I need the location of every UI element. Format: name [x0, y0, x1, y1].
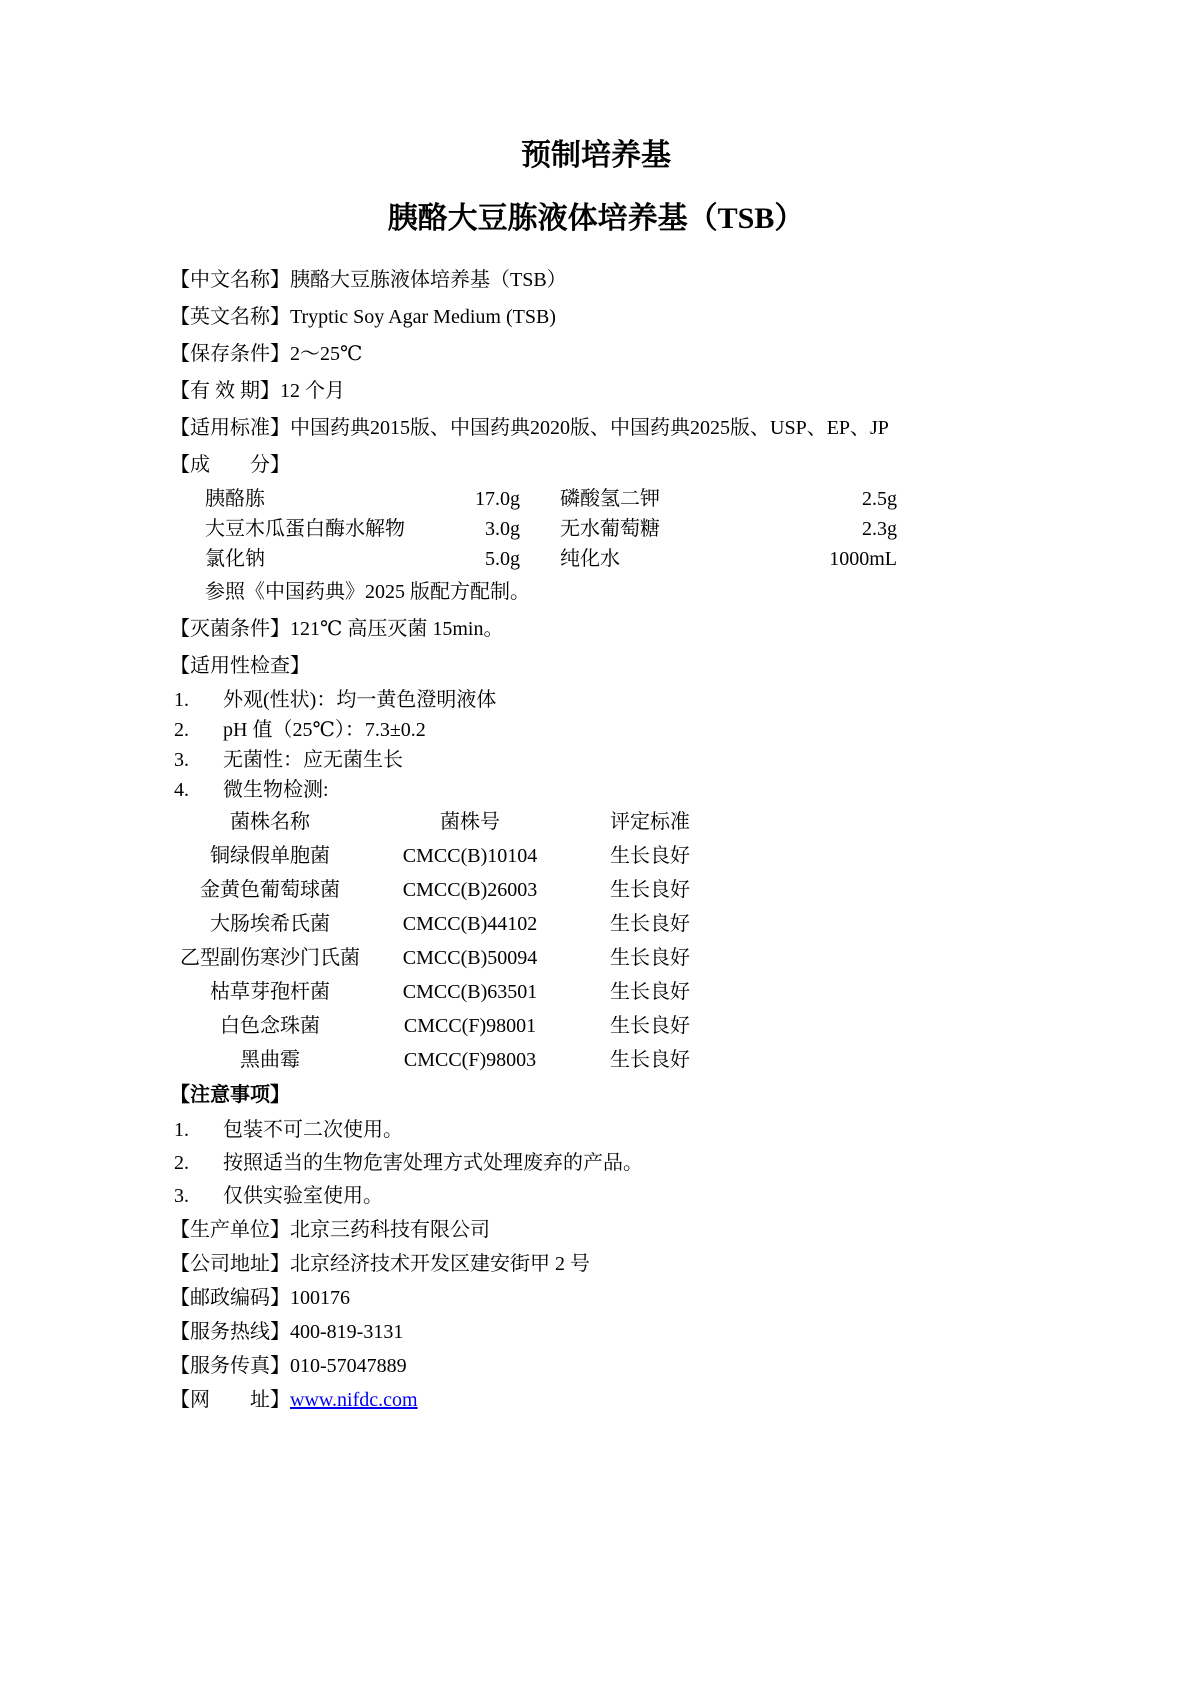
- website-link[interactable]: www.nifdc.com: [290, 1389, 418, 1411]
- field-applicable-standards: [170, 410, 1022, 447]
- suitability-item: [170, 745, 1022, 775]
- ingredient-name: 胰酪胨: [205, 488, 265, 510]
- strain-result: 生长良好: [610, 947, 690, 969]
- strain-id: CMCC(B)63501: [402, 981, 538, 1003]
- field-value: 121℃ 高压灭菌 15min。: [290, 618, 504, 640]
- ingredient-amount: 5.0g: [485, 548, 520, 570]
- field-value: Tryptic Soy Agar Medium (TSB): [290, 306, 556, 328]
- field-label: 【有 效 期】: [170, 380, 280, 402]
- field-value: 北京经济技术开发区建安街甲 2 号: [290, 1253, 590, 1275]
- field-label: 【保存条件】: [170, 343, 290, 365]
- field-value: 100176: [290, 1287, 350, 1309]
- strain-result: 生长良好: [610, 1049, 690, 1071]
- field-label: 【英文名称】: [170, 306, 290, 328]
- notice-item: [170, 1180, 1022, 1213]
- ingredient-amount: 1000mL: [829, 548, 897, 570]
- strain-name: 乙型副伤寒沙门氏菌: [180, 947, 360, 969]
- item-number: 3.: [174, 1185, 189, 1207]
- strain-id: CMCC(B)50094: [402, 947, 538, 969]
- field-company-address: [170, 1247, 1022, 1281]
- strain-id: CMCC(B)26003: [402, 879, 538, 901]
- ingredient-amount: 2.5g: [862, 488, 897, 510]
- ingredient-name: 磷酸氢二钾: [560, 488, 660, 510]
- suitability-item: [170, 715, 1022, 745]
- strain-table-header: 菌株号: [440, 811, 500, 833]
- strain-result: 生长良好: [610, 845, 690, 867]
- field-shelf-life: [170, 373, 1022, 410]
- field-label: 【适用标准】: [170, 417, 290, 439]
- notice-item: [170, 1114, 1022, 1147]
- field-value: 2～25℃: [290, 343, 363, 365]
- item-text: 仅供实验室使用。: [223, 1185, 383, 1207]
- strain-table: [170, 805, 1022, 1077]
- field-value: 北京三药科技有限公司: [290, 1219, 490, 1241]
- field-label: 【服务传真】: [170, 1355, 290, 1377]
- field-label: 【生产单位】: [170, 1219, 290, 1241]
- notices-header: [170, 1077, 1022, 1114]
- field-value: 12 个月: [280, 380, 345, 402]
- ingredient-name: 纯化水: [560, 548, 620, 570]
- item-number: 2.: [174, 719, 189, 741]
- suitability-header: [170, 648, 1022, 685]
- strain-result: 生长良好: [610, 981, 690, 1003]
- field-storage-condition: [170, 336, 1022, 373]
- item-text: 外观(性状)：均一黄色澄明液体: [223, 689, 497, 711]
- field-label: 【邮政编码】: [170, 1287, 290, 1309]
- item-text: 包装不可二次使用。: [223, 1119, 403, 1141]
- field-value: 胰酪大豆胨液体培养基（TSB）: [290, 269, 567, 291]
- item-text: 按照适当的生物危害处理方式处理废弃的产品。: [223, 1152, 643, 1174]
- item-number: 3.: [174, 749, 189, 771]
- strain-id: CMCC(F)98003: [403, 1049, 537, 1071]
- field-value: 中国药典2015版、中国药典2020版、中国药典2025版、USP、EP、JP: [290, 417, 889, 439]
- field-english-name: [170, 299, 1022, 336]
- field-label: 【适用性检查】: [170, 655, 310, 677]
- composition-row: [170, 544, 1022, 574]
- doc-subtitle: 胰酪大豆胨液体培养基（TSB）: [387, 202, 805, 235]
- field-postal-code: [170, 1281, 1022, 1315]
- item-text: 无菌性：应无菌生长: [223, 749, 403, 771]
- field-manufacturer: [170, 1213, 1022, 1247]
- item-number: 1.: [174, 1119, 189, 1141]
- strain-id: CMCC(B)10104: [402, 845, 538, 867]
- ingredient-name: 大豆木瓜蛋白酶水解物: [205, 518, 405, 540]
- ingredient-amount: 3.0g: [485, 518, 520, 540]
- strain-name: 铜绿假单胞菌: [210, 845, 330, 867]
- field-label: 【成 分】: [170, 454, 290, 476]
- field-sterilization: [170, 611, 1022, 648]
- field-composition-header: [170, 447, 1022, 484]
- field-label: 【网 址】: [170, 1389, 290, 1411]
- suitability-item: [170, 775, 1022, 805]
- doc-title: 预制培养基: [521, 139, 671, 172]
- field-website: [170, 1383, 1022, 1417]
- strain-table-header: 菌株名称: [230, 811, 310, 833]
- strain-id: CMCC(F)98001: [403, 1015, 537, 1037]
- strain-name: 黑曲霉: [240, 1049, 300, 1071]
- strain-name: 白色念珠菌: [220, 1015, 320, 1037]
- field-label: 【服务热线】: [170, 1321, 290, 1343]
- composition-row: [170, 484, 1022, 514]
- ingredient-amount: 2.3g: [862, 518, 897, 540]
- item-number: 1.: [174, 689, 189, 711]
- ingredient-name: 无水葡萄糖: [560, 518, 660, 540]
- ingredient-amount: 17.0g: [475, 488, 520, 510]
- composition-row: [170, 514, 1022, 544]
- item-text: 微生物检测:: [223, 779, 329, 801]
- suitability-item: [170, 685, 1022, 715]
- strain-name: 枯草芽孢杆菌: [210, 981, 330, 1003]
- ingredient-name: 氯化钠: [205, 548, 265, 570]
- strain-result: 生长良好: [610, 913, 690, 935]
- field-label: 【中文名称】: [170, 269, 290, 291]
- field-label: 【注意事项】: [170, 1084, 290, 1106]
- strain-id: CMCC(B)44102: [402, 913, 538, 935]
- strain-result: 生长良好: [610, 1015, 690, 1037]
- strain-result: 生长良好: [610, 879, 690, 901]
- strain-name: 金黄色葡萄球菌: [200, 879, 340, 901]
- notice-item: [170, 1147, 1022, 1180]
- field-label: 【公司地址】: [170, 1253, 290, 1275]
- field-label: 【灭菌条件】: [170, 618, 290, 640]
- strain-table-header: 评定标准: [610, 811, 690, 833]
- strain-name: 大肠埃希氏菌: [210, 913, 330, 935]
- field-service-hotline: [170, 1315, 1022, 1349]
- field-chinese-name: [170, 262, 1022, 299]
- field-value: 400-819-3131: [290, 1321, 404, 1343]
- item-number: 2.: [174, 1152, 189, 1174]
- composition-note: 参照《中国药典》2025 版配方配制。: [205, 581, 530, 603]
- field-value: 010-57047889: [290, 1355, 407, 1377]
- field-service-fax: [170, 1349, 1022, 1383]
- item-text: pH 值（25℃）：7.3±0.2: [223, 719, 426, 741]
- item-number: 4.: [174, 779, 189, 801]
